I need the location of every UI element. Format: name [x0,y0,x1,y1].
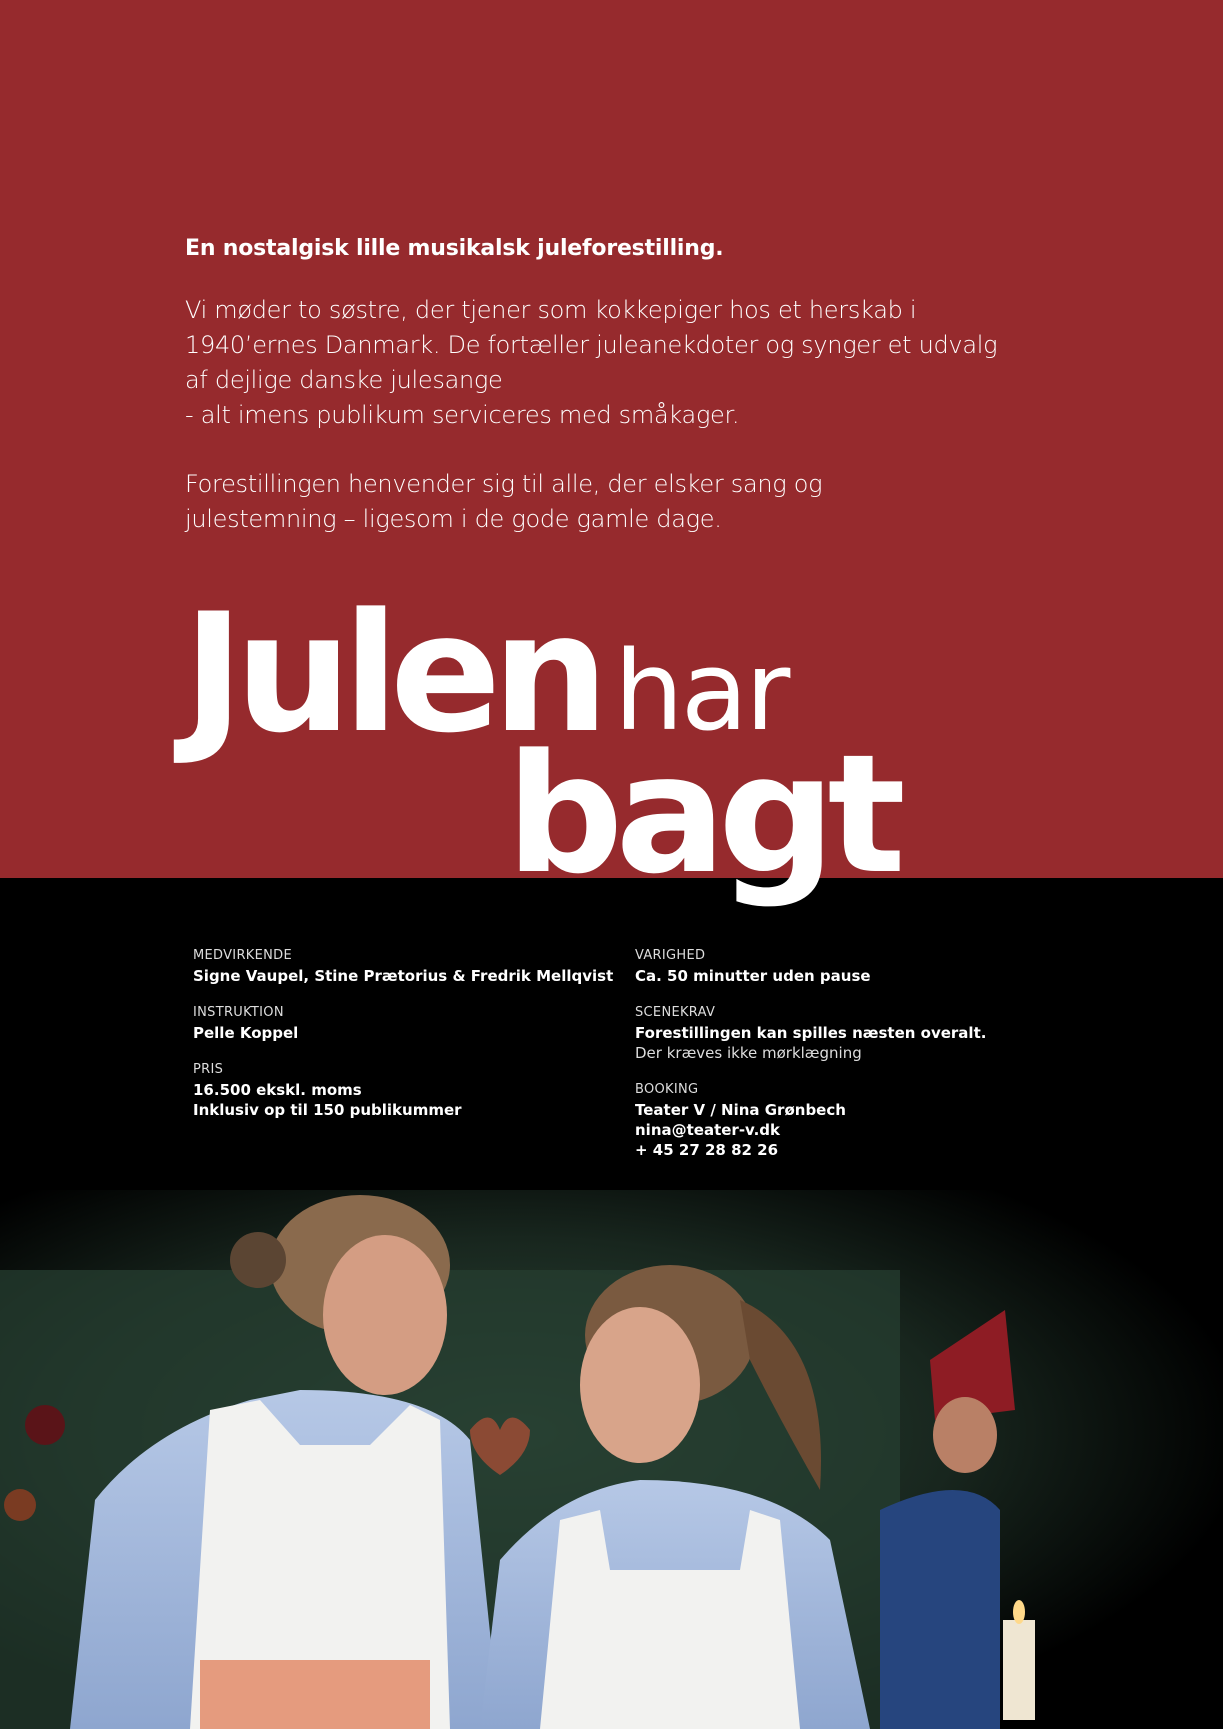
detail-label: BOOKING [635,1082,699,1097]
booking-email[interactable]: nina@teater-v.dk [635,1121,781,1139]
description-line: af dejlige danske julesange [185,366,503,394]
detail-value: 16.500 ekskl. moms [193,1081,362,1099]
detail-scenekrav [635,1003,986,1063]
stage-photo [0,1190,1223,1729]
woman-left-bun [230,1232,286,1288]
detail-booking [635,1080,986,1160]
gnome-body [880,1490,1000,1729]
ornament-icon [25,1405,65,1445]
intro-text [185,236,1005,571]
woman-left-face [323,1235,447,1395]
candle-icon [1003,1620,1035,1720]
description-line: - alt imens publikum serviceres med småkager. [185,401,740,429]
title-word-bagt: bagt [506,719,898,910]
detail-label: INSTRUKTION [193,1005,284,1020]
lede: En nostalgisk lille musikalsk juleforestilling. [185,236,724,261]
detail-medvirkende [193,946,613,986]
gnome-face [933,1397,997,1473]
ornament-icon [4,1489,36,1521]
audience-line: Forestillingen henvender sig til alle, der elsker sang og [185,470,823,498]
details-right-column [635,946,986,1177]
audience-paragraph [185,467,1005,537]
description-line: Vi møder to søstre, der tjener som kokkepiger hos et herskab i [185,296,917,324]
detail-value: Forestillingen kan spilles næsten overalt. [635,1024,987,1042]
gift-box-icon [200,1660,430,1729]
detail-label: MEDVIRKENDE [193,948,292,963]
detail-pris [193,1060,613,1120]
detail-instruktion [193,1003,613,1043]
detail-label: PRIS [193,1062,224,1077]
detail-subvalue: Der kræves ikke mørklægning [635,1044,862,1062]
detail-label: VARIGHED [635,948,706,963]
detail-value: Ca. 50 minutter uden pause [635,967,871,985]
details-left-column [193,946,613,1137]
candle-flame-icon [1013,1600,1025,1624]
description-paragraph [185,293,1005,433]
description-line: 1940’ernes Danmark. De fortæller juleanekdoter og synger et udvalg [185,331,998,359]
title-word-har: har [614,627,788,755]
detail-varighed [635,946,986,986]
woman-right-face [580,1307,700,1463]
booking-name: Teater V / Nina Grønbech [635,1101,846,1119]
audience-line: julestemning – ligesom i de gode gamle dage. [185,505,722,533]
detail-value: Pelle Koppel [193,1024,299,1042]
title-word-julen: Julen [183,578,600,769]
booking-phone[interactable]: + 45 27 28 82 26 [635,1141,779,1159]
detail-value: Inklusiv op til 150 publikummer [193,1101,462,1119]
detail-label: SCENEKRAV [635,1005,716,1020]
detail-value: Signe Vaupel, Stine Prætorius & Fredrik Mellqvist [193,967,614,985]
